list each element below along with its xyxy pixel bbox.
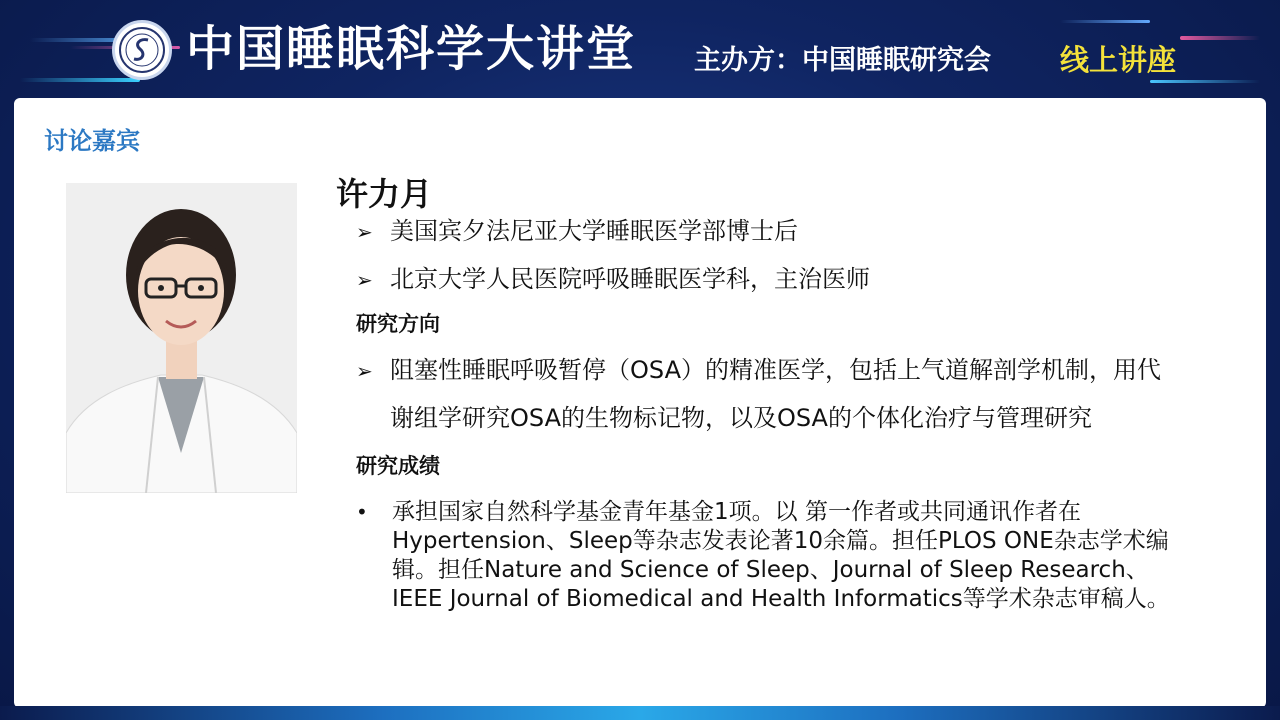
- dot-bullet-icon: •: [356, 500, 368, 524]
- header-streak: [20, 78, 140, 82]
- bottom-glow-bar: [0, 706, 1280, 720]
- arrow-bullet-icon: ➢: [356, 220, 373, 244]
- achievements-heading: 研究成绩: [356, 454, 440, 478]
- research-item: [356, 355, 1161, 386]
- section-title: 讨论嘉宾: [44, 127, 140, 155]
- society-logo: [112, 20, 172, 80]
- arrow-bullet-icon: ➢: [356, 359, 373, 383]
- position-item: [356, 216, 798, 247]
- research-heading: 研究方向: [356, 312, 440, 336]
- achievements-item: [356, 498, 1196, 614]
- content-card: [14, 98, 1266, 708]
- online-lecture-label: 线上讲座: [1060, 43, 1177, 77]
- organizer-label: 主办方：中国睡眠研究会: [694, 45, 991, 76]
- position-item: [356, 264, 870, 295]
- speaker-name: 许力月: [336, 175, 433, 213]
- position-text: 美国宾夕法尼亚大学睡眠医学部博士后: [390, 217, 798, 245]
- header-streak: [1180, 36, 1260, 40]
- arrow-bullet-icon: ➢: [356, 268, 373, 292]
- research-text-line-2: 谢组学研究OSA的生物标记物，以及OSA的个体化治疗与管理研究: [390, 404, 1092, 432]
- speaker-photo: [66, 183, 297, 493]
- achievements-text: 承担国家自然科学基金青年基金1项。以 第一作者或共同通讯作者在Hypertension、Sleep等杂志发表论著10余篇。担任PLOS ONE杂志学术编辑。担任Nature and Science of Sleep、Journal of Sleep Research、IEEE Journal of Biomedical and Health Informatics等学术杂志审稿人。: [392, 499, 1170, 612]
- header-title: 中国睡眠科学大讲堂: [186, 21, 637, 77]
- header-streak: [1060, 20, 1150, 23]
- research-text-line-1: 阻塞性睡眠呼吸暂停（OSA）的精准医学，包括上气道解剖学机制，用代: [390, 356, 1161, 384]
- position-text: 北京大学人民医院呼吸睡眠医学科，主治医师: [390, 265, 870, 293]
